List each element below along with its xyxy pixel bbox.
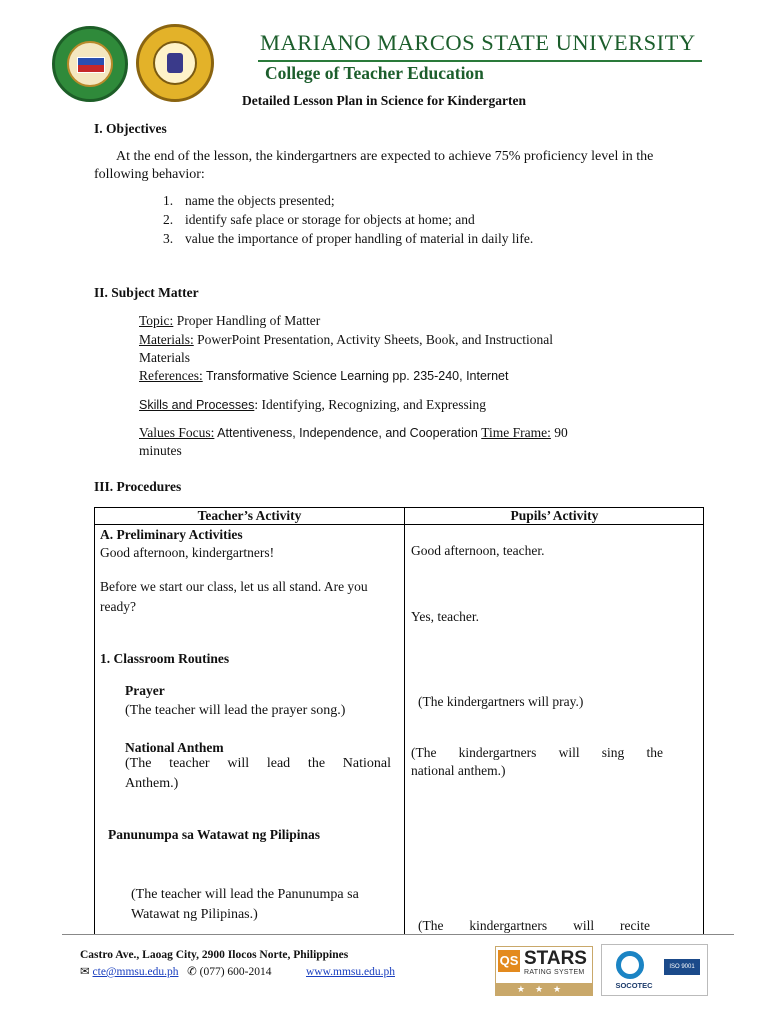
objective-item: value the importance of proper handling of material in daily life. xyxy=(185,231,534,246)
time-frame-label: Time Frame: xyxy=(481,425,551,440)
objective-item: name the objects presented; xyxy=(185,193,335,208)
university-name: MARIANO MARCOS STATE UNIVERSITY xyxy=(260,30,696,55)
materials-line-2: Materials xyxy=(139,350,190,365)
iso-badge: ISO 9001 xyxy=(664,959,700,975)
skills-line xyxy=(139,397,486,413)
anthem-description-line-1: (The teacher will lead the National xyxy=(125,756,391,771)
references-line xyxy=(139,368,508,384)
pupils-greeting: Good afternoon, teacher. xyxy=(411,543,545,558)
rating-system-text: RATING SYSTEM xyxy=(524,969,585,976)
procedures-heading: III. Procedures xyxy=(94,479,182,494)
pupils-pray: (The kindergartners will pray.) xyxy=(418,694,584,709)
objective-number: 1. xyxy=(163,193,174,208)
prayer-heading: Prayer xyxy=(125,683,165,698)
preliminary-activities-heading: A. Preliminary Activities xyxy=(100,527,243,542)
column-divider xyxy=(404,508,405,935)
references-label: References: xyxy=(139,368,203,383)
socotec-ring-icon xyxy=(616,951,644,979)
teacher-stand-line-2: ready? xyxy=(100,599,136,614)
pupils-sing-line-1: (The kindergartners will sing the xyxy=(411,745,663,760)
pupils-recite: (The kindergartners will recite xyxy=(418,918,650,933)
anthem-description-line-2: Anthem.) xyxy=(125,776,179,791)
teacher-activity-header: Teacher’s Activity xyxy=(197,508,302,523)
time-frame-value: 90 xyxy=(550,425,568,440)
skills-value: : Identifying, Recognizing, and Expressing xyxy=(254,397,487,412)
topic-label: Topic: xyxy=(139,313,174,328)
document-title: Detailed Lesson Plan in Science for Kindergarten xyxy=(242,93,526,108)
objectives-heading: I. Objectives xyxy=(94,121,167,136)
pupils-activity-header: Pupils’ Activity xyxy=(510,508,599,523)
stars-wordmark: STARS xyxy=(524,948,587,969)
values-label: Values Focus: xyxy=(139,425,215,440)
materials-value: PowerPoint Presentation, Activity Sheets, Book, and Instructional xyxy=(193,332,553,347)
time-frame-line-2: minutes xyxy=(139,443,182,458)
mmsu-seal-logo xyxy=(52,26,128,102)
teacher-stand-line-1: Before we start our class, let us all stand. Are you xyxy=(100,579,368,594)
subject-matter-heading: II. Subject Matter xyxy=(94,285,199,300)
teacher-greeting: Good afternoon, kindergartners! xyxy=(100,545,275,560)
objective-number: 3. xyxy=(163,231,174,246)
prayer-description: (The teacher will lead the prayer song.) xyxy=(125,703,346,718)
objectives-intro: At the end of the lesson, the kindergartners are expected to achieve 75% proficiency level in the following behavior: xyxy=(94,149,654,182)
college-name: College of Teacher Education xyxy=(265,63,484,83)
email-link[interactable]: cte@mmsu.edu.ph xyxy=(92,966,179,978)
procedures-table xyxy=(94,507,704,935)
materials-line xyxy=(139,332,553,348)
panunumpa-description-line-1: (The teacher will lead the Panunumpa sa xyxy=(131,887,359,902)
pupils-ready: Yes, teacher. xyxy=(411,609,479,624)
website-link[interactable]: www.mmsu.edu.ph xyxy=(306,966,396,978)
footer-contact xyxy=(80,964,395,978)
socotec-iso-logo xyxy=(601,944,708,996)
topic-line xyxy=(139,313,320,329)
objective-item: identify safe place or storage for objects at home; and xyxy=(185,212,475,227)
references-value: Transformative Science Learning pp. 235-240, Internet xyxy=(202,369,509,383)
skills-label: Skills and Processes xyxy=(139,398,255,412)
phone-icon: ✆ xyxy=(187,966,197,978)
topic-value: Proper Handling of Matter xyxy=(173,313,321,328)
panunumpa-description-line-2: Watawat ng Pilipinas.) xyxy=(131,907,258,922)
email-icon: ✉ xyxy=(80,966,90,978)
footer-address: Castro Ave., Laoag City, 2900 Ilocos Norte, Philippines xyxy=(80,949,349,961)
qs-stars-logo xyxy=(495,946,593,996)
cte-seal-logo xyxy=(136,24,214,102)
values-line xyxy=(139,425,568,441)
national-anthem-heading: National Anthem xyxy=(125,740,224,755)
materials-label: Materials: xyxy=(139,332,194,347)
socotec-name: SOCOTEC xyxy=(615,981,653,990)
phone-number: (077) 600-2014 xyxy=(199,966,272,978)
header-row-divider xyxy=(95,524,703,525)
header-divider xyxy=(258,60,702,62)
values-value: Attentiveness, Independence, and Cooperation xyxy=(214,426,482,440)
classroom-routines-heading: 1. Classroom Routines xyxy=(100,651,230,666)
footer-divider xyxy=(62,934,734,935)
qs-mark: QS xyxy=(498,950,520,972)
pupils-sing-line-2: national anthem.) xyxy=(411,763,506,778)
star-rating-bar: ★★★ xyxy=(496,983,592,995)
panunumpa-heading: Panunumpa sa Watawat ng Pilipinas xyxy=(108,827,321,842)
objective-number: 2. xyxy=(163,212,174,227)
